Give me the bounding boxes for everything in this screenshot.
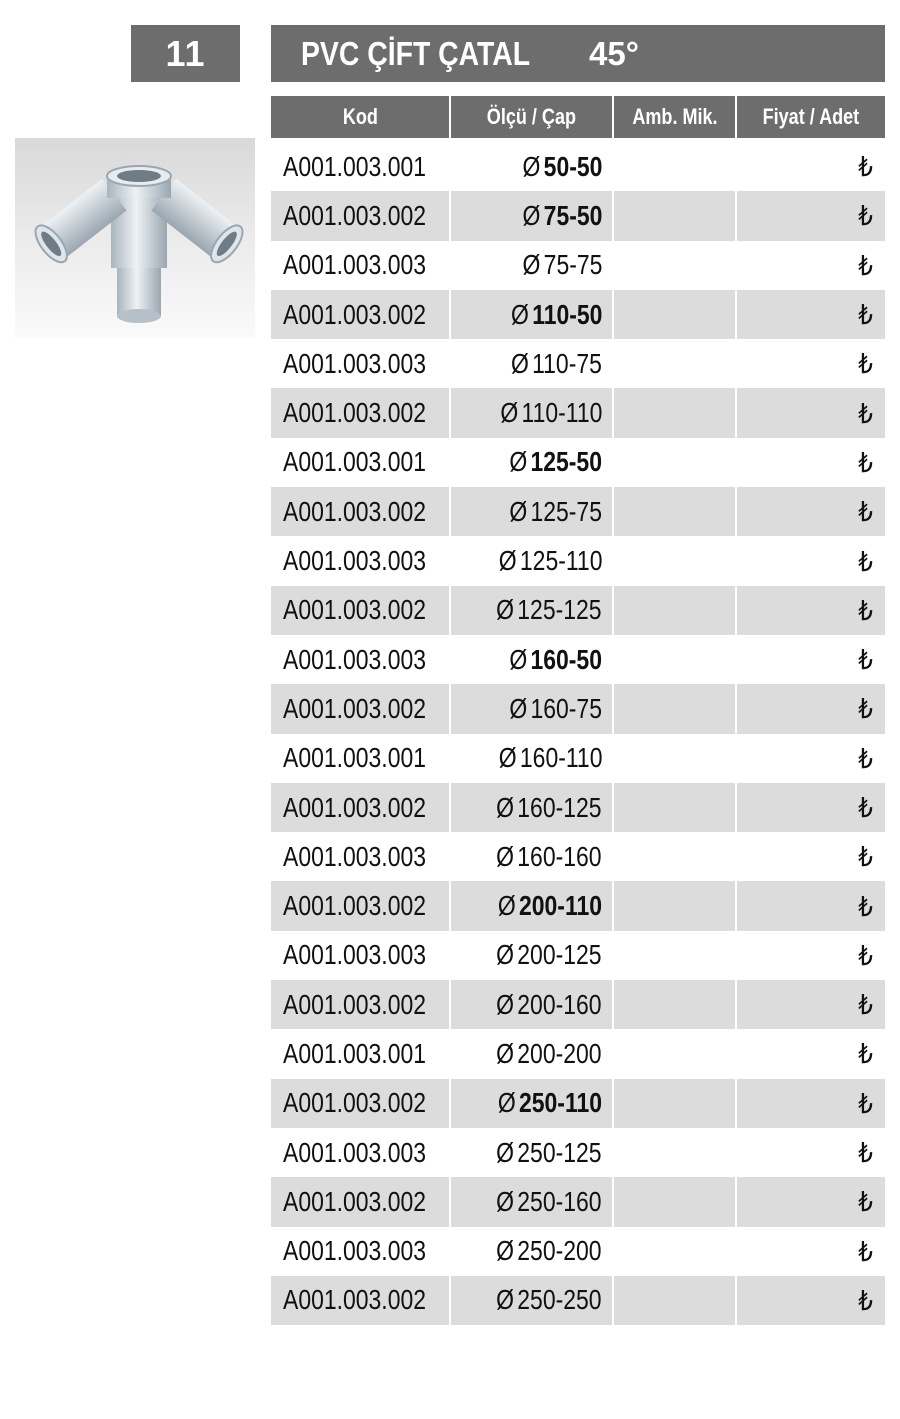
lira-icon: ₺ bbox=[858, 939, 873, 971]
product-size bbox=[450, 241, 613, 290]
package-qty bbox=[613, 586, 736, 635]
unit-price bbox=[736, 734, 885, 783]
lira-icon: ₺ bbox=[858, 200, 873, 232]
size-value: 250-160 bbox=[517, 1185, 602, 1217]
unit-price bbox=[736, 1177, 885, 1226]
product-code: A001.003.001 bbox=[271, 1029, 450, 1078]
product-code: A001.003.001 bbox=[271, 438, 450, 487]
product-code: A001.003.002 bbox=[271, 487, 450, 536]
product-code: A001.003.002 bbox=[271, 586, 450, 635]
product-code: A001.003.002 bbox=[271, 783, 450, 832]
package-qty bbox=[613, 241, 736, 290]
product-size bbox=[450, 1227, 613, 1276]
size-value: 160-160 bbox=[517, 840, 602, 872]
unit-price bbox=[736, 1128, 885, 1177]
product-code: A001.003.001 bbox=[271, 734, 450, 783]
table-row bbox=[271, 339, 885, 388]
table-row bbox=[271, 1177, 885, 1226]
product-code: A001.003.002 bbox=[271, 881, 450, 930]
product-size bbox=[450, 536, 613, 585]
lira-icon: ₺ bbox=[858, 496, 873, 528]
product-code: A001.003.003 bbox=[271, 241, 450, 290]
page-number-text: 11 bbox=[165, 32, 206, 74]
package-qty bbox=[613, 290, 736, 339]
table-row bbox=[271, 635, 885, 684]
diameter-symbol: Ø bbox=[496, 1136, 515, 1168]
size-value: 160-50 bbox=[530, 643, 602, 675]
product-code: A001.003.003 bbox=[271, 1227, 450, 1276]
product-code: A001.003.002 bbox=[271, 191, 450, 240]
lira-icon: ₺ bbox=[858, 446, 873, 478]
column-header-code: Kod bbox=[271, 96, 450, 138]
product-size bbox=[450, 142, 613, 191]
size-value: 250-250 bbox=[517, 1284, 602, 1316]
lira-icon: ₺ bbox=[858, 841, 873, 873]
package-qty bbox=[613, 931, 736, 980]
lira-icon: ₺ bbox=[858, 348, 873, 380]
unit-price bbox=[736, 832, 885, 881]
product-size bbox=[450, 388, 613, 437]
product-size bbox=[450, 980, 613, 1029]
unit-price bbox=[736, 1227, 885, 1276]
product-code: A001.003.003 bbox=[271, 931, 450, 980]
product-size bbox=[450, 931, 613, 980]
lira-icon: ₺ bbox=[858, 594, 873, 626]
product-size bbox=[450, 832, 613, 881]
diameter-symbol: Ø bbox=[509, 692, 528, 724]
unit-price bbox=[736, 191, 885, 240]
lira-icon: ₺ bbox=[858, 1284, 873, 1316]
diameter-symbol: Ø bbox=[496, 1235, 515, 1267]
lira-icon: ₺ bbox=[858, 397, 873, 429]
diameter-symbol: Ø bbox=[522, 249, 540, 281]
product-size bbox=[450, 438, 613, 487]
size-value: 200-200 bbox=[517, 1037, 602, 1069]
table-row bbox=[271, 734, 885, 783]
lira-icon: ₺ bbox=[858, 545, 873, 577]
size-value: 200-110 bbox=[519, 890, 602, 922]
product-code: A001.003.002 bbox=[271, 290, 450, 339]
diameter-symbol: Ø bbox=[496, 939, 515, 971]
table-row bbox=[271, 1227, 885, 1276]
product-code: A001.003.003 bbox=[271, 1128, 450, 1177]
product-size bbox=[450, 290, 613, 339]
package-qty bbox=[613, 881, 736, 930]
product-code: A001.003.002 bbox=[271, 1079, 450, 1128]
size-value: 110-75 bbox=[532, 347, 602, 379]
table-row bbox=[271, 1128, 885, 1177]
package-qty bbox=[613, 980, 736, 1029]
package-qty bbox=[613, 783, 736, 832]
product-code: A001.003.002 bbox=[271, 388, 450, 437]
product-size bbox=[450, 1177, 613, 1226]
package-qty bbox=[613, 487, 736, 536]
column-header-unit-price: Fiyat / Adet bbox=[736, 96, 885, 138]
diameter-symbol: Ø bbox=[511, 347, 529, 379]
product-size bbox=[450, 635, 613, 684]
product-title: PVC ÇİFT ÇATAL bbox=[301, 34, 531, 72]
lira-icon: ₺ bbox=[858, 890, 873, 922]
diameter-symbol: Ø bbox=[496, 594, 515, 626]
size-value: 160-110 bbox=[519, 742, 602, 774]
product-code: A001.003.002 bbox=[271, 980, 450, 1029]
package-qty bbox=[613, 832, 736, 881]
product-image bbox=[15, 138, 255, 338]
product-code: A001.003.002 bbox=[271, 1177, 450, 1226]
column-header-package-qty: Amb. Mik. bbox=[613, 96, 736, 138]
package-qty bbox=[613, 734, 736, 783]
diameter-symbol: Ø bbox=[496, 1284, 515, 1316]
package-qty bbox=[613, 191, 736, 240]
unit-price bbox=[736, 142, 885, 191]
lira-icon: ₺ bbox=[858, 989, 873, 1021]
table-row bbox=[271, 1276, 885, 1325]
size-value: 75-75 bbox=[543, 249, 602, 281]
package-qty bbox=[613, 339, 736, 388]
unit-price bbox=[736, 339, 885, 388]
package-qty bbox=[613, 1079, 736, 1128]
unit-price bbox=[736, 931, 885, 980]
lira-icon: ₺ bbox=[858, 249, 873, 281]
product-code: A001.003.003 bbox=[271, 635, 450, 684]
diameter-symbol: Ø bbox=[510, 298, 529, 330]
product-size bbox=[450, 1029, 613, 1078]
unit-price bbox=[736, 881, 885, 930]
lira-icon: ₺ bbox=[858, 151, 873, 183]
product-size bbox=[450, 1276, 613, 1325]
diameter-symbol: Ø bbox=[509, 495, 528, 527]
table-row bbox=[271, 980, 885, 1029]
table-row bbox=[271, 832, 885, 881]
diameter-symbol: Ø bbox=[496, 1185, 515, 1217]
unit-price bbox=[736, 1029, 885, 1078]
table-row bbox=[271, 142, 885, 191]
size-value: 250-125 bbox=[517, 1136, 602, 1168]
diameter-symbol: Ø bbox=[497, 890, 516, 922]
package-qty bbox=[613, 684, 736, 733]
size-value: 250-200 bbox=[517, 1235, 602, 1267]
lira-icon: ₺ bbox=[858, 1186, 873, 1218]
diameter-symbol: Ø bbox=[496, 840, 515, 872]
unit-price bbox=[736, 487, 885, 536]
table-row bbox=[271, 783, 885, 832]
unit-price bbox=[736, 438, 885, 487]
lira-icon: ₺ bbox=[858, 792, 873, 823]
product-code: A001.003.002 bbox=[271, 684, 450, 733]
product-code: A001.003.002 bbox=[271, 1276, 450, 1325]
unit-price bbox=[736, 388, 885, 437]
diameter-symbol: Ø bbox=[499, 397, 518, 429]
table-row bbox=[271, 191, 885, 240]
lira-icon: ₺ bbox=[858, 693, 873, 725]
price-table bbox=[271, 96, 885, 1325]
product-size bbox=[450, 783, 613, 832]
table-row bbox=[271, 586, 885, 635]
column-header-size: Ölçü / Çap bbox=[450, 96, 613, 138]
unit-price bbox=[736, 586, 885, 635]
size-value: 125-110 bbox=[519, 545, 602, 577]
package-qty bbox=[613, 1276, 736, 1325]
package-qty bbox=[613, 635, 736, 684]
table-row bbox=[271, 290, 885, 339]
product-size bbox=[450, 586, 613, 635]
product-angle: 45° bbox=[589, 34, 639, 72]
product-code: A001.003.001 bbox=[271, 142, 450, 191]
product-title-bar bbox=[271, 25, 885, 82]
unit-price bbox=[736, 783, 885, 832]
unit-price bbox=[736, 241, 885, 290]
product-size bbox=[450, 881, 613, 930]
size-value: 125-75 bbox=[530, 495, 602, 527]
package-qty bbox=[613, 1177, 736, 1226]
size-value: 125-50 bbox=[530, 446, 602, 478]
diameter-symbol: Ø bbox=[496, 1037, 515, 1069]
table-row bbox=[271, 684, 885, 733]
package-qty bbox=[613, 536, 736, 585]
size-value: 125-125 bbox=[517, 594, 602, 626]
size-value: 200-125 bbox=[517, 939, 602, 971]
size-value: 75-50 bbox=[543, 199, 602, 231]
table-row bbox=[271, 388, 885, 437]
product-code: A001.003.003 bbox=[271, 536, 450, 585]
product-size bbox=[450, 487, 613, 536]
product-size bbox=[450, 684, 613, 733]
package-qty bbox=[613, 1227, 736, 1276]
table-row bbox=[271, 241, 885, 290]
table-row bbox=[271, 487, 885, 536]
page-number bbox=[131, 25, 240, 82]
size-value: 160-75 bbox=[530, 692, 602, 724]
unit-price bbox=[736, 684, 885, 733]
diameter-symbol: Ø bbox=[498, 742, 517, 774]
size-value: 50-50 bbox=[543, 150, 602, 182]
diameter-symbol: Ø bbox=[509, 446, 528, 478]
product-size bbox=[450, 339, 613, 388]
table-row bbox=[271, 536, 885, 585]
product-size bbox=[450, 1128, 613, 1177]
unit-price bbox=[736, 536, 885, 585]
table-header-row bbox=[271, 96, 885, 138]
diameter-symbol: Ø bbox=[496, 988, 515, 1020]
diameter-symbol: Ø bbox=[522, 199, 540, 231]
package-qty bbox=[613, 1029, 736, 1078]
diameter-symbol: Ø bbox=[496, 791, 515, 823]
lira-icon: ₺ bbox=[858, 1137, 873, 1169]
product-code: A001.003.003 bbox=[271, 339, 450, 388]
table-row bbox=[271, 1029, 885, 1078]
lira-icon: ₺ bbox=[858, 1038, 873, 1070]
lira-icon: ₺ bbox=[858, 1235, 873, 1267]
lira-icon: ₺ bbox=[858, 1087, 873, 1119]
package-qty bbox=[613, 438, 736, 487]
product-size bbox=[450, 191, 613, 240]
table-row bbox=[271, 931, 885, 980]
table-row bbox=[271, 881, 885, 930]
size-value: 160-125 bbox=[517, 791, 602, 823]
package-qty bbox=[613, 142, 736, 191]
unit-price bbox=[736, 635, 885, 684]
size-value: 110-50 bbox=[531, 298, 602, 330]
diameter-symbol: Ø bbox=[498, 545, 517, 577]
lira-icon: ₺ bbox=[858, 299, 873, 331]
diameter-symbol: Ø bbox=[497, 1087, 516, 1119]
fitting-shape bbox=[30, 166, 248, 323]
size-value: 250-110 bbox=[519, 1087, 602, 1119]
diameter-symbol: Ø bbox=[522, 150, 540, 182]
product-code: A001.003.003 bbox=[271, 832, 450, 881]
size-value: 110-110 bbox=[521, 397, 602, 429]
size-value: 200-160 bbox=[517, 988, 602, 1020]
unit-price bbox=[736, 980, 885, 1029]
unit-price bbox=[736, 290, 885, 339]
lira-icon: ₺ bbox=[858, 644, 873, 676]
package-qty bbox=[613, 1128, 736, 1177]
product-size bbox=[450, 734, 613, 783]
unit-price bbox=[736, 1276, 885, 1325]
pvc-double-y-branch-icon bbox=[15, 138, 255, 338]
table-row bbox=[271, 1079, 885, 1128]
unit-price bbox=[736, 1079, 885, 1128]
diameter-symbol: Ø bbox=[509, 643, 528, 675]
lira-icon: ₺ bbox=[858, 742, 873, 774]
product-size bbox=[450, 1079, 613, 1128]
table-row bbox=[271, 438, 885, 487]
package-qty bbox=[613, 388, 736, 437]
